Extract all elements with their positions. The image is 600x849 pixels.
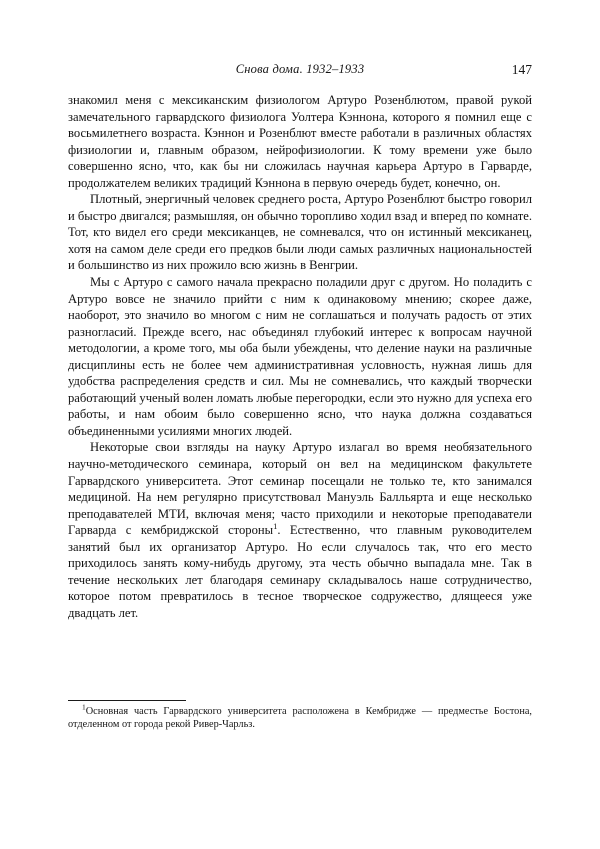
paragraph-3: Мы с Артуро с самого начала прекрасно поладили друг с другом. Но поладить с Артуро вовсе не значило прийти с ним к одинаковому мнению; скорее даже, наоборот, это значило во многом с ним не соглашаться и получать радость от этих разногласий. Прежде всего, нас объединял глубокий интерес к вопросам научной методологии, а кроме того, мы оба были убеждены, что деление науки на различные дисциплины есть не более чем административная условность, нужная лишь для удобства распределения средств и сил. Мы не сомневались, что каждый творчески работающий ученый волен ломать любые перегородки, если это нужно для успеха его работы, и нам обоим было совершенно ясно, что наука должна создаваться объединенными усилиями многих людей. — [68, 275, 532, 438]
page-header — [68, 62, 532, 78]
paragraph-4: Некоторые свои взгляды на науку Артуро излагал во время необязательного научно-методического семинара, который он вел на медицинском факультете Гарвардского университета. Этот семинар посещали не только те, кто занимался медициной. На нем регулярно присутствовал Мануэль Балльярта и еще несколько преподавателей МТИ, включая меня; часто приходили и некоторые преподаватели Гарварда с кембриджской стороны$^1$. Естественно, что главным руководителем занятий был их организатор Артуро. Но если случалось так, что его место приходилось занять кому-нибудь другому, эта честь обычно выпадала мне. Так в течение нескольких лет благодаря семинару складывалось наше сотрудничество, которое потом превратилось в тесное творческое содружество, длящееся уже двадцать лет. — [68, 440, 533, 620]
footnote-1 — [68, 702, 532, 732]
running-title: Снова дома. 1932–1933 — [235, 62, 365, 76]
footnote-area — [68, 700, 532, 732]
paragraph-2: Плотный, энергичный человек среднего роста, Артуро Розенблют быстро говорил и быстро двигался; размышляя, он обычно торопливо ходил взад и вперед по комнате. Тот, кто видел его среди мексиканцев, не сомневался, что он истинный мексиканец, хотя на самом деле среди его предков были люди самых различных национальностей и большинство из них прожило всю жизнь в Венгрии. — [68, 192, 532, 273]
footnote-marker: 1 — [82, 702, 86, 712]
footnote-separator-rule — [68, 700, 186, 701]
body-text — [68, 92, 532, 622]
footnote-text: Основная часть Гарвардского университета расположена в Кембридже — предместье Бостона, отделенном от города рекой Ривер-Чарльз. — [68, 706, 532, 731]
page-number: 147 — [511, 62, 532, 77]
paragraph-1: знакомил меня с мексиканским физиологом Артуро Розенблютом, правой рукой замечательного гарвардского физиолога Уолтера Кэннона, которого я помнил еще с восьмилетнего возраста. Кэннон и Розенблют вместе работали в различных областях физиологии и, главным образом, нейрофизиологии. К тому времени уже было совершенно ясно, что, как бы ни сложилась научная карьера Артуро в Гарварде, продолжателем великих традиций Кэннона в первую очередь будет, конечно, он. — [68, 93, 532, 190]
footnote-reference: 1 — [273, 521, 278, 532]
